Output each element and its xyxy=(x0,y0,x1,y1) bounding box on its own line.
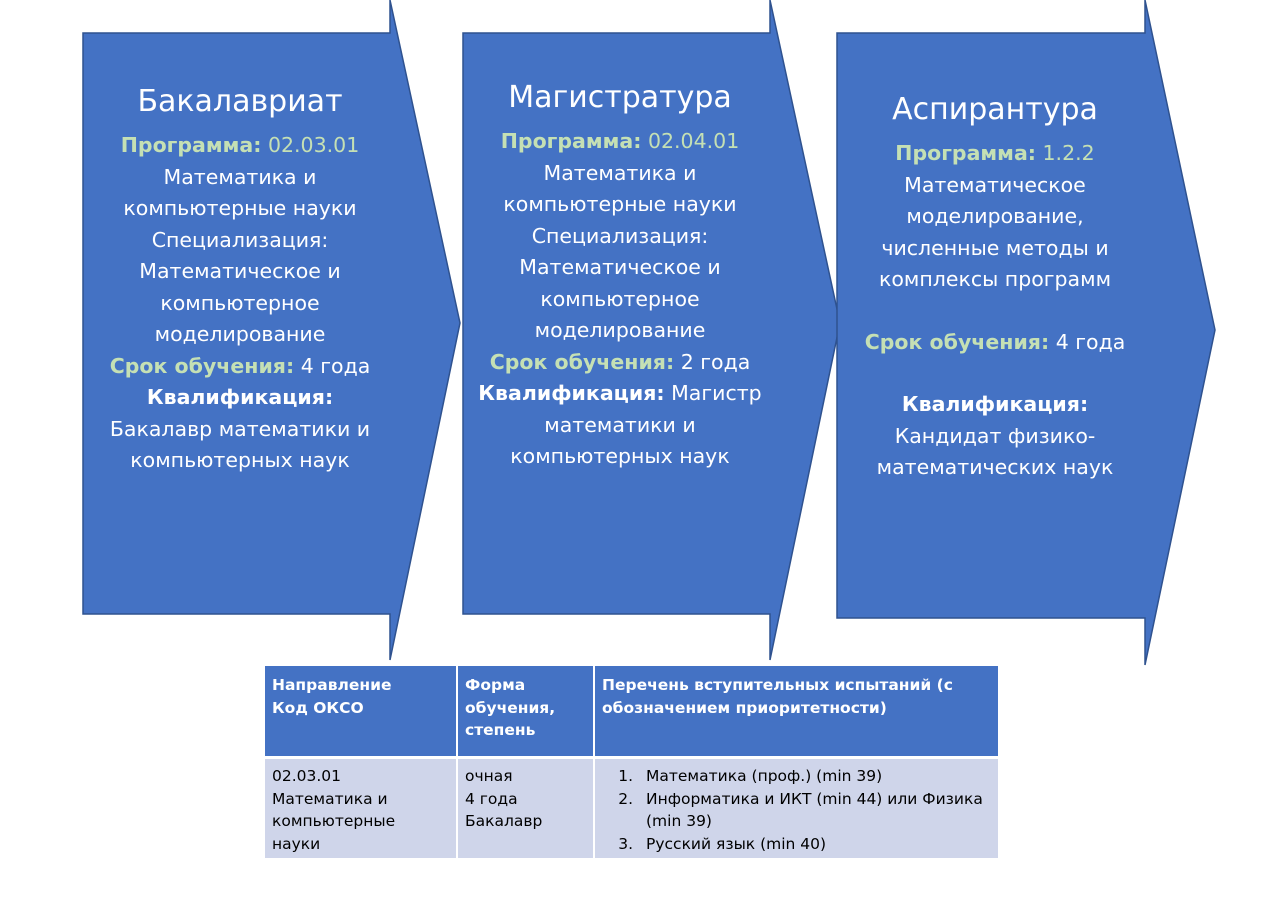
spec-label: Специализация: xyxy=(151,227,329,252)
cell-exams xyxy=(594,758,998,859)
spec-line: Математическое и xyxy=(519,255,721,279)
duration-label: Срок обучения: xyxy=(864,329,1050,354)
spec-label: Специализация: xyxy=(531,223,709,248)
duration-value: 2 года xyxy=(680,349,751,374)
table-row xyxy=(265,758,998,859)
qualification-first-line xyxy=(463,378,777,410)
qualification-label: Квалификация: xyxy=(901,392,1089,416)
program-label: Программа: xyxy=(895,141,1036,165)
exam-item: 1. Математика (проф.) (min 39) xyxy=(638,765,992,788)
duration-line xyxy=(83,351,397,383)
spec-line: Математическое и xyxy=(139,259,341,283)
qualification-first: Магистр xyxy=(671,381,762,405)
spec-line: моделирование xyxy=(534,318,706,342)
step-title: Бакалавриат xyxy=(137,84,343,119)
step-phd xyxy=(837,90,1153,484)
qualification-label: Квалификация: xyxy=(146,385,334,409)
qualification-line: Бакалавр математики и xyxy=(109,416,371,441)
header-form: Форма обучения, степень xyxy=(457,666,594,758)
step-title: Магистратура xyxy=(508,80,732,115)
exam-item: 3. Русский язык (min 40) xyxy=(638,833,992,856)
duration-value: 4 года xyxy=(300,353,371,378)
qualification-line: Кандидат физико- xyxy=(894,423,1096,448)
program-code: 02.03.01 xyxy=(267,133,360,157)
qualification-label: Квалификация: xyxy=(478,381,665,405)
program-name-line: Математика и xyxy=(163,164,317,189)
program-name-line: комплексы программ xyxy=(878,267,1112,291)
spec-line: моделирование xyxy=(154,322,326,346)
program-line xyxy=(837,138,1153,170)
spacer xyxy=(837,296,1153,327)
header-exams: Перечень вступительных испытаний (с обозначением приоритетности) xyxy=(594,666,998,758)
qualification-line: математики и xyxy=(544,412,696,437)
spec-line: компьютерное xyxy=(540,286,700,311)
header-direction: Направление Код ОКСО xyxy=(265,666,457,758)
cell-direction: 02.03.01 Математика и компьютерные науки xyxy=(265,758,457,859)
program-line xyxy=(463,126,777,158)
admission-table xyxy=(265,666,998,858)
program-name-line: Математическое xyxy=(904,172,1086,197)
program-code: 02.04.01 xyxy=(647,129,740,153)
qualification-line: компьютерных наук xyxy=(510,444,730,468)
duration-value: 4 года xyxy=(1055,329,1126,354)
cell-form: очная 4 года Бакалавр xyxy=(457,758,594,859)
exam-item: 2. Информатика и ИКТ (min 44) или Физика (min 39) xyxy=(638,788,992,833)
exam-list xyxy=(602,765,992,855)
step-bachelor xyxy=(83,82,397,477)
program-name-line: компьютерные науки xyxy=(503,192,737,216)
program-name-line: моделирование, xyxy=(906,204,1084,228)
qualification-line: компьютерных наук xyxy=(130,448,350,472)
duration-label: Срок обучения: xyxy=(489,349,675,374)
program-label: Программа: xyxy=(500,129,642,153)
program-name-line: Математика и xyxy=(543,160,697,185)
step-title: Аспирантура xyxy=(892,92,1098,127)
duration-label: Срок обучения: xyxy=(109,353,295,378)
program-label: Программа: xyxy=(120,133,262,157)
program-code: 1.2.2 xyxy=(1042,141,1095,165)
spacer xyxy=(837,358,1153,389)
step-master xyxy=(463,78,777,473)
duration-line xyxy=(837,327,1153,359)
program-line xyxy=(83,130,397,162)
spec-line: компьютерное xyxy=(160,290,320,315)
duration-line xyxy=(463,347,777,379)
program-name-line: численные методы и xyxy=(881,235,1109,260)
program-name-line: компьютерные науки xyxy=(123,196,357,220)
qualification-line: математических наук xyxy=(876,455,1114,479)
table-header-row xyxy=(265,666,998,758)
